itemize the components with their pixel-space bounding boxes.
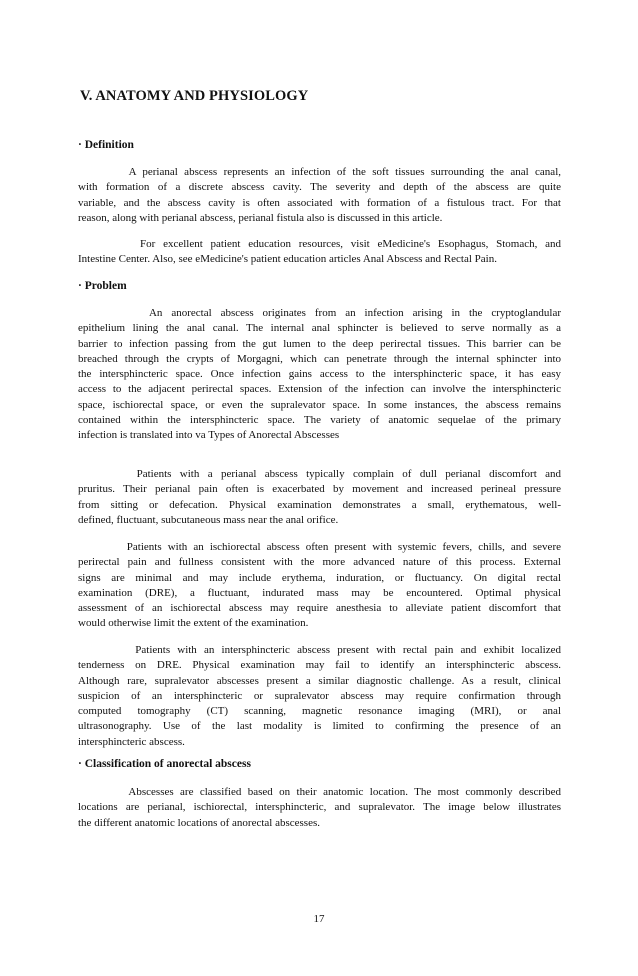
text-line: intersphincteric abscess. xyxy=(78,735,185,748)
page-title: V. ANATOMY AND PHYSIOLOGY xyxy=(80,88,309,104)
text-line: access to the adjacent perirectal spaces. Extension of the infection can involve the intersphincteric xyxy=(78,383,561,396)
paragraph xyxy=(78,785,561,831)
text-line: A perianal abscess represents an infection of the soft tissues surrounding the anal canal, xyxy=(78,166,561,178)
text-line: epithelium lining the anal canal. The internal anal sphincter is believed to serve normally as a xyxy=(78,322,561,335)
text-line: infection is translated into va Types of Anorectal Abscesses xyxy=(78,429,340,442)
text-line: Although rare, supralevator abscesses present a similar diagnostic challenge. As a result, clinical xyxy=(78,674,561,687)
text-line: Patients with an intersphincteric abscess present with rectal pain and exhibit localized xyxy=(78,644,561,656)
paragraph xyxy=(78,467,561,528)
text-line: perirectal pain and fullness consistent with the more advanced nature of this process. External xyxy=(78,556,561,569)
text-line: the intersphincteric space. Once infection gains access to the intersphincteric space, it has easy xyxy=(78,368,561,381)
text-line: Patients with a perianal abscess typically complain of dull perianal discomfort and xyxy=(78,468,561,480)
paragraph xyxy=(78,306,561,444)
text-line: the different anatomic locations of anorectal abscesses. xyxy=(78,816,321,829)
page-number: 17 xyxy=(313,913,325,925)
text-line: locations are perianal, ischiorectal, intersphincteric, and supralevator. The image below illustrates xyxy=(78,801,561,814)
paragraph xyxy=(78,237,561,268)
text-line: contained within the intersphincteric space. The variety of anatomic sequelae of the primary xyxy=(78,414,561,427)
text-line: computed tomography (CT) scanning, magnetic resonance imaging (MRI), or anal xyxy=(78,705,561,718)
text-line: variable, and the abscess cavity is often associated with formation of a fistulous tract. For that xyxy=(78,196,561,209)
text-line: with formation of a discrete abscess cavity. The severity and depth of the abscess are quite xyxy=(78,181,561,194)
text-line: examination (DRE), a fluctuant, indurated mass may be encountered. Optimal physical xyxy=(78,586,561,599)
text-line: For excellent patient education resources, visit eMedicine's Esophagus, Stomach, and xyxy=(78,238,561,250)
section-heading-problem: · Problem xyxy=(78,280,127,292)
section-heading-definition: · Definition xyxy=(78,139,134,151)
text-line: breached through the crypts of Morgagni, which can penetrate through the internal sphincter into xyxy=(78,352,561,365)
text-line: Intestine Center. Also, see eMedicine's patient education articles Anal Abscess and Rectal Pain. xyxy=(78,253,497,266)
text-line: tenderness on DRE. Physical examination may fail to identify an intersphincteric abscess. xyxy=(78,659,561,672)
text-line: barrier to infection passing from the gut lumen to the deep perirectal tissues. This barrier can be xyxy=(78,337,561,350)
text-line: reason, along with perianal abscess, perianal fistula also is discussed in this article. xyxy=(78,211,443,224)
text-line: signs are minimal and may include erythema, induration, or fluctuancy. On digital rectal xyxy=(78,571,561,584)
text-line: would otherwise limit the extent of the examination. xyxy=(78,617,309,630)
text-line: suspicion of an intersphincteric or supralevator abscess may require confirmation through xyxy=(78,689,561,702)
text-line: An anorectal abscess originates from an infection arising in the cryptoglandular xyxy=(78,307,561,319)
section-heading-classification: · Classification of anorectal abscess xyxy=(78,758,251,770)
text-line: ultrasonography. Use of the last modality is limited to confirming the presence of an xyxy=(78,720,561,733)
text-line: defined, fluctuant, subcutaneous mass near the anal orifice. xyxy=(78,513,339,526)
text-line: Abscesses are classified based on their anatomic location. The most commonly described xyxy=(78,786,561,798)
text-line: assessment of an ischiorectal abscess may require anesthesia to alleviate patient discomfort that xyxy=(78,602,561,615)
text-line: pruritus. Their perianal pain often is exacerbated by movement and increased perineal pressure xyxy=(78,483,561,496)
paragraph xyxy=(78,540,561,632)
text-line: Patients with an ischiorectal abscess often present with systemic fevers, chills, and severe xyxy=(78,541,561,553)
text-line: space, ischiorectal space, or even the supralevator space. In some instances, the abscess remains xyxy=(78,398,561,411)
paragraph xyxy=(78,165,561,226)
paragraph xyxy=(78,643,561,750)
text-line: from sitting or defecation. Physical examination demonstrates a small, erythematous, well- xyxy=(78,498,561,511)
